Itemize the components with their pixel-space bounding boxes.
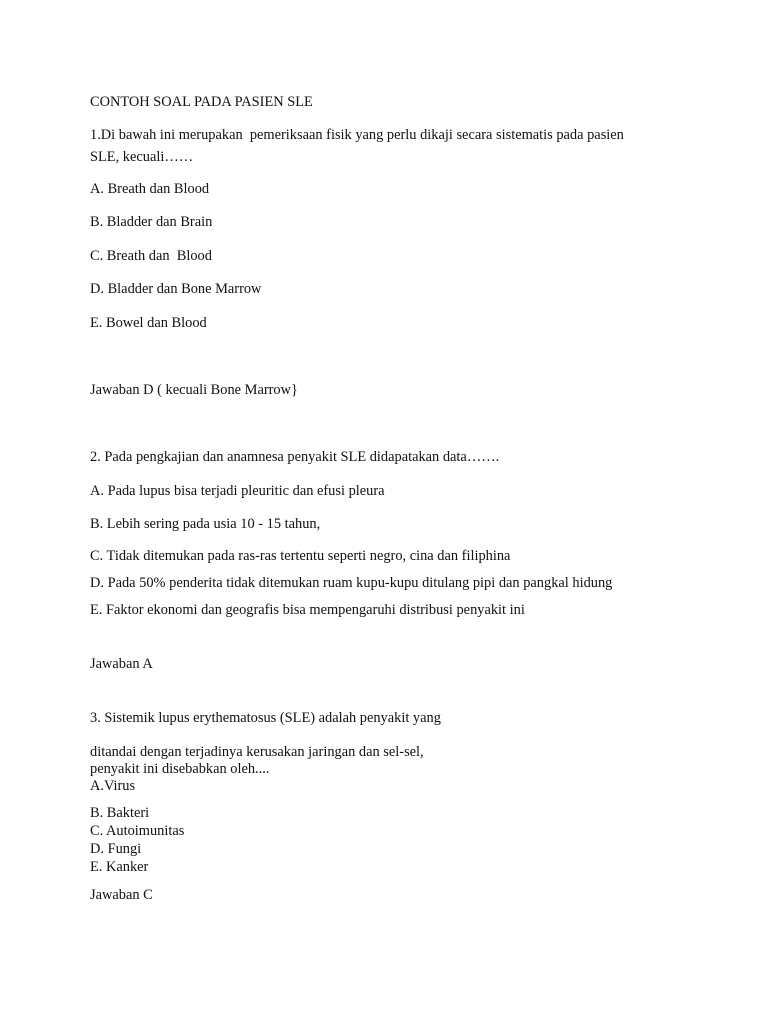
- question-3-answer: Jawaban C: [90, 887, 153, 903]
- question-3-prompt-line-1: 3. Sistemik lupus erythematosus (SLE) adalah penyakit yang: [90, 710, 441, 726]
- question-3-option-b: B. Bakteri: [90, 805, 150, 821]
- question-3-option-c: C. Autoimunitas: [90, 823, 185, 839]
- question-1-option-c: C. Breath dan Blood: [90, 248, 212, 264]
- question-1-option-e: E. Bowel dan Blood: [90, 315, 207, 331]
- question-2-prompt-line-1: 2. Pada pengkajian dan anamnesa penyakit SLE didapatakan data…….: [90, 449, 500, 465]
- question-1-option-b: B. Bladder dan Brain: [90, 214, 213, 230]
- question-2-option-e: E. Faktor ekonomi dan geografis bisa mempengaruhi distribusi penyakit ini: [90, 602, 525, 618]
- question-3-prompt-line-3: penyakit ini disebabkan oleh....: [90, 761, 270, 777]
- question-3-prompt-line-2: ditandai dengan terjadinya kerusakan jaringan dan sel-sel,: [90, 744, 424, 760]
- question-3-option-e: E. Kanker: [90, 859, 149, 875]
- question-2-option-b: B. Lebih sering pada usia 10 - 15 tahun,: [90, 516, 321, 532]
- question-1-prompt-line-2: SLE, kecuali……: [90, 149, 194, 165]
- question-1-prompt-line-1: 1.Di bawah ini merupakan pemeriksaan fisik yang perlu dikaji secara sistematis pada pasien: [90, 127, 624, 143]
- question-2-option-a: A. Pada lupus bisa terjadi pleuritic dan efusi pleura: [90, 483, 385, 499]
- question-1-answer: Jawaban D ( kecuali Bone Marrow}: [90, 382, 298, 398]
- question-3-option-a: A.Virus: [90, 778, 136, 794]
- question-2-option-c: C. Tidak ditemukan pada ras-ras tertentu seperti negro, cina dan filiphina: [90, 548, 511, 564]
- question-2-answer: Jawaban A: [90, 656, 153, 672]
- document-title: CONTOH SOAL PADA PASIEN SLE: [90, 94, 313, 110]
- question-3-option-d: D. Fungi: [90, 841, 142, 857]
- question-1-option-a: A. Breath dan Blood: [90, 181, 210, 197]
- question-1-option-d: D. Bladder dan Bone Marrow: [90, 281, 262, 297]
- question-2-option-d: D. Pada 50% penderita tidak ditemukan ruam kupu-kupu ditulang pipi dan pangkal hidung: [90, 575, 613, 591]
